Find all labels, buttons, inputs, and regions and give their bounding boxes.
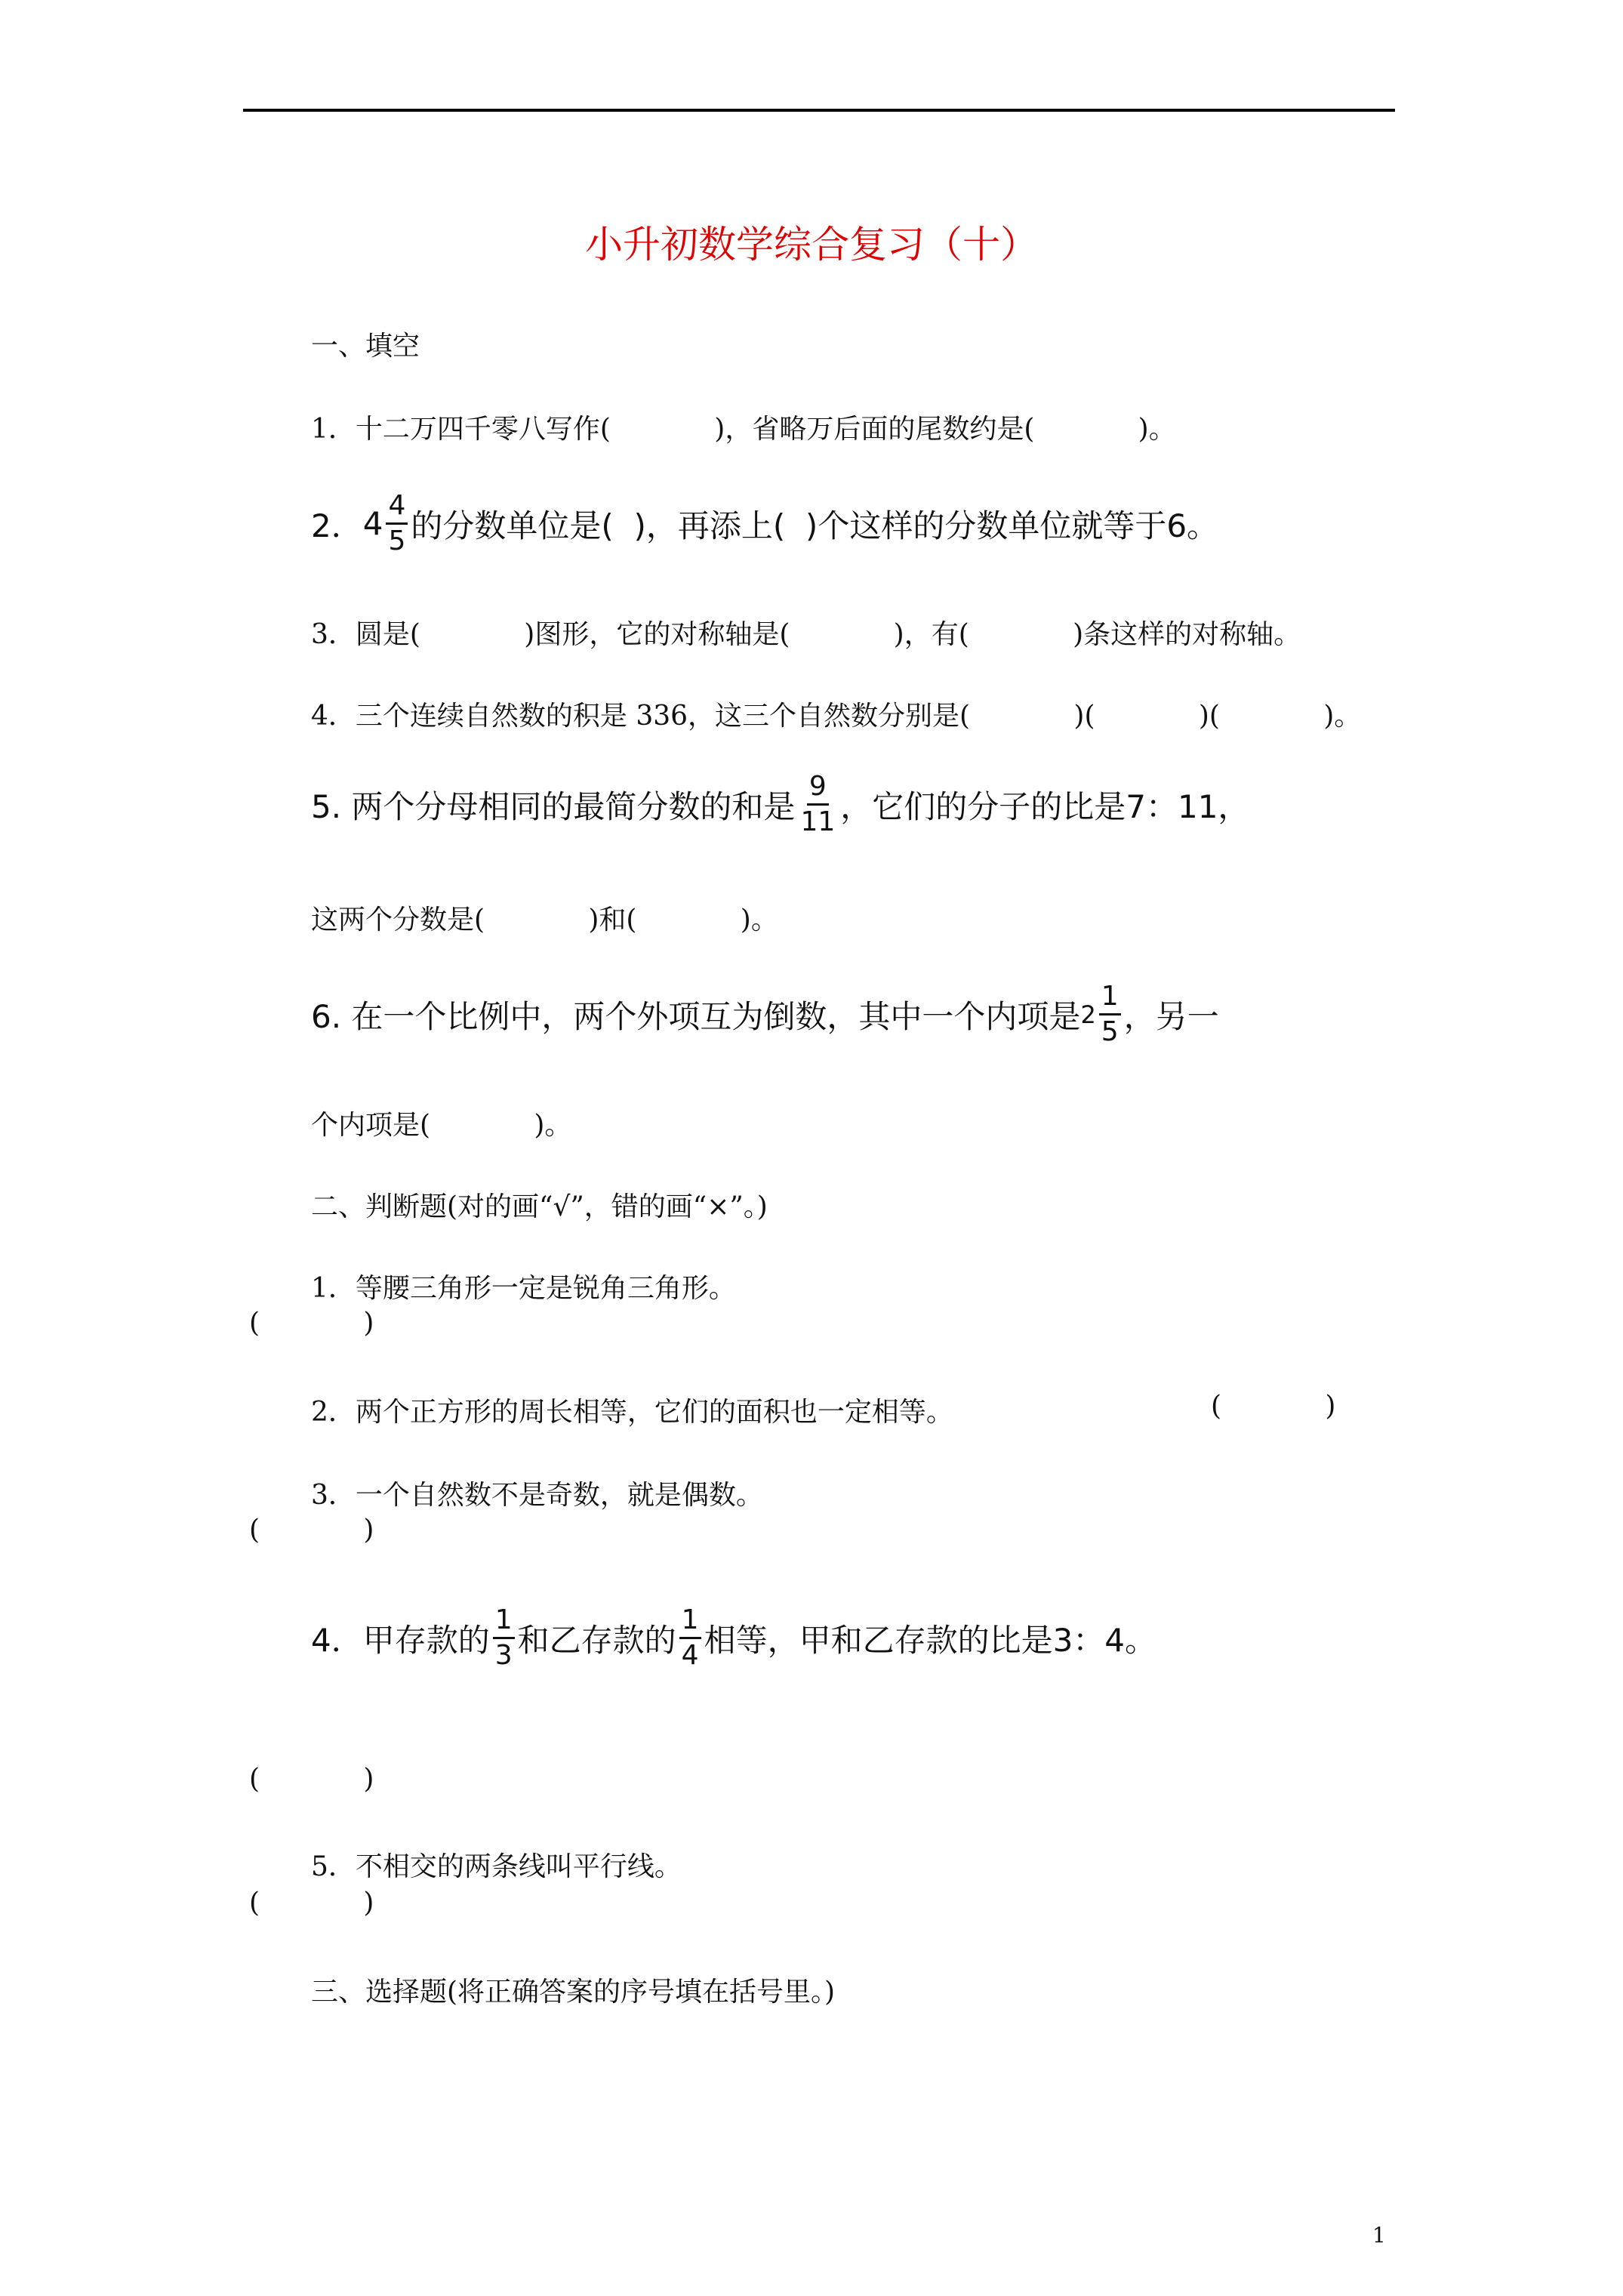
- q4-frac2-den: 4: [681, 1640, 699, 1671]
- q4-text-before: 4．甲存款的: [311, 1621, 490, 1659]
- s2-q4-answer-blank: ( ): [249, 1764, 374, 1795]
- q2-fraction: [386, 492, 408, 555]
- s1-question-6: [311, 983, 1219, 1046]
- q6-frac-den: 5: [1101, 1016, 1119, 1047]
- section1-heading: 一、填空: [311, 331, 420, 362]
- q4-frac2-num: 1: [679, 1607, 701, 1639]
- s2-q5-answer-blank: ( ): [249, 1888, 374, 1918]
- q5-text-before: 5. 两个分母相同的最简分数的和是: [311, 787, 796, 825]
- q2-text: 的分数单位是( )，再添上( )个这样的分数单位就等于6。: [411, 507, 1219, 544]
- q4-fraction-2: [679, 1604, 701, 1671]
- s1-question-5: [311, 773, 1249, 836]
- q4-fraction-1: [493, 1604, 515, 1671]
- q2-whole: 4: [362, 505, 383, 542]
- s2-question-1: 1．等腰三角形一定是锐角三角形。: [311, 1273, 736, 1304]
- q6-text-before: 6. 在一个比例中，两个外项互为倒数，其中一个内项是: [311, 997, 1081, 1035]
- q2-frac-den: 5: [388, 525, 406, 556]
- s1-question-2: [311, 492, 1218, 555]
- q2-number: 2．: [311, 507, 363, 544]
- q4-frac1-num: 1: [493, 1607, 515, 1639]
- q6-fraction: [1099, 983, 1121, 1046]
- page-number: 1: [1372, 2223, 1386, 2248]
- s2-question-4: [311, 1604, 1157, 1671]
- section2-heading: 二、判断题(对的画“√”，错的画“×”。): [311, 1191, 768, 1222]
- s1-question-1: 1．十二万四千零八写作( )，省略万后面的尾数约是( )。: [311, 414, 1176, 445]
- q4-text-middle: 和乙存款的: [517, 1621, 676, 1659]
- s1-question-6-line2: 个内项是( )。: [311, 1110, 572, 1141]
- s1-question-3: 3．圆是( )图形，它的对称轴是( )，有( )条这样的对称轴。: [311, 619, 1301, 650]
- q5-frac-den: 11: [800, 806, 836, 837]
- s1-question-4: 4．三个连续自然数的积是 336，这三个自然数分别是( )( )( )。: [311, 701, 1362, 732]
- s2-question-5: 5．不相交的两条线叫平行线。: [311, 1851, 682, 1882]
- s2-q1-answer-blank: ( ): [249, 1308, 374, 1339]
- q6-whole: 2: [1080, 1000, 1096, 1029]
- s2-question-3: 3．一个自然数不是奇数，就是偶数。: [311, 1480, 763, 1511]
- s2-question-2: 2．两个正方形的周长相等，它们的面积也一定相等。: [311, 1397, 953, 1428]
- q2-frac-num: 4: [386, 492, 408, 525]
- section3-heading: 三、选择题(将正确答案的序号填在括号里。): [311, 1977, 836, 2008]
- q4-frac1-den: 3: [494, 1640, 513, 1671]
- page-title: 小升初数学综合复习（十）: [585, 223, 1038, 267]
- s2-q3-answer-blank: ( ): [249, 1515, 374, 1546]
- header-rule: [243, 109, 1395, 112]
- q6-text-after: ，另一: [1123, 997, 1219, 1035]
- q6-frac-num: 1: [1099, 983, 1121, 1015]
- q5-text-after: ，它们的分子的比是7：11，: [840, 787, 1250, 825]
- q5-frac-num: 9: [807, 773, 829, 806]
- s1-question-5-line2: 这两个分数是( )和( )。: [311, 905, 778, 935]
- q5-fraction: [798, 773, 837, 836]
- s2-q2-answer-blank: ( ): [1211, 1391, 1336, 1422]
- q4-text-after: 相等，甲和乙存款的比是3：4。: [704, 1621, 1157, 1659]
